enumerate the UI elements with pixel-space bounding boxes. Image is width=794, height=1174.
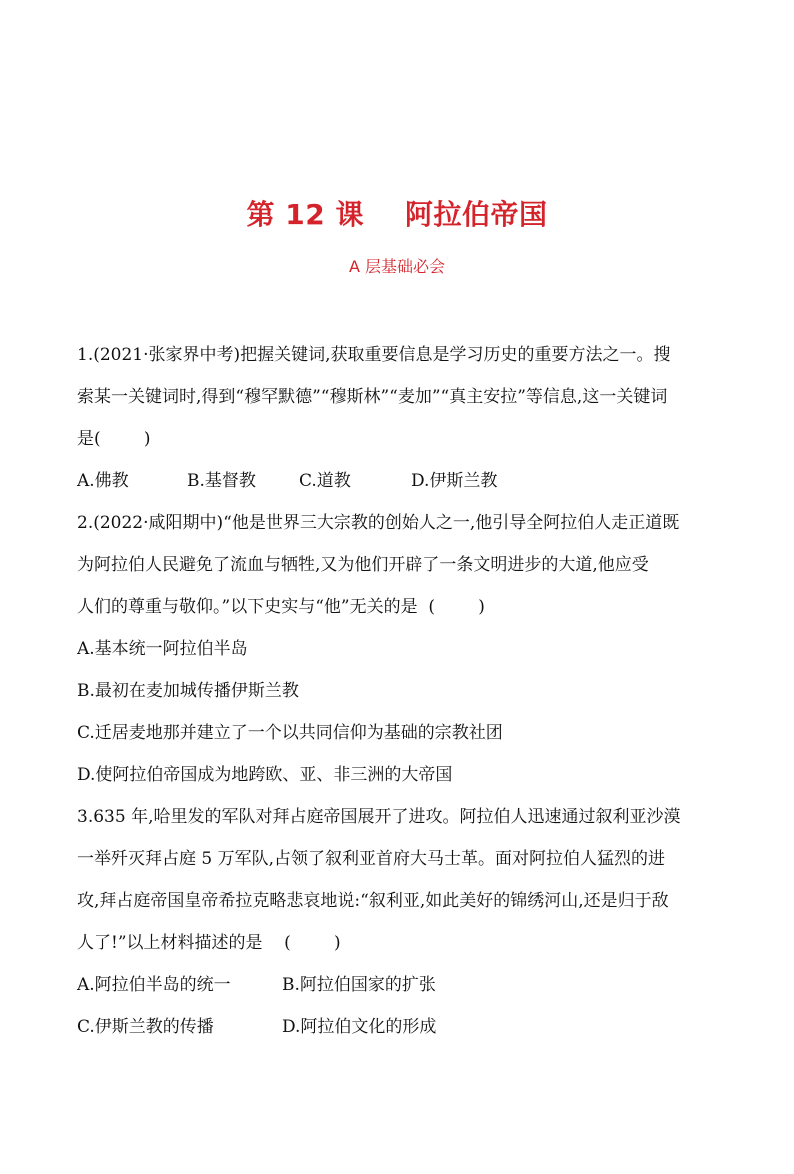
lesson-title: 第 12 课 阿拉伯帝国: [246, 198, 548, 231]
option-b: B.基督教: [187, 471, 256, 491]
option-c: C.迁居麦地那并建立了一个以共同信仰为基础的宗教社团: [77, 723, 503, 743]
option-b: B.最初在麦加城传播伊斯兰教: [77, 681, 299, 701]
options-row: [77, 460, 717, 502]
options-row: [77, 964, 717, 1006]
question-1: [77, 334, 717, 502]
option-d: D.阿拉伯文化的形成: [282, 1017, 437, 1037]
question-stem-line: 人们的尊重与敬仰。”以下史实与“他”无关的是 ( ): [77, 597, 485, 617]
option-a: A.基本统一阿拉伯半岛: [77, 639, 248, 659]
option-d: D.使阿拉伯帝国成为地跨欧、亚、非三洲的大帝国: [77, 765, 453, 785]
question-stem-line: 攻,拜占庭帝国皇帝希拉克略悲哀地说:“叙利亚,如此美好的锦绣河山,还是归于敌: [77, 891, 669, 911]
question-3: [77, 796, 717, 1048]
question-stem-line: 一举歼灭拜占庭 5 万军队,占领了叙利亚首府大马士革。面对阿拉伯人猛烈的进: [77, 849, 666, 869]
question-stem-line: 为阿拉伯人民避免了流血与牺牲,又为他们开辟了一条文明进步的大道,他应受: [77, 555, 649, 575]
question-list: [77, 334, 717, 1048]
option-a: A.佛教: [77, 471, 129, 491]
options-row: [77, 1006, 717, 1048]
question-stem-line: 人了!”以上材料描述的是 ( ): [77, 933, 341, 953]
question-stem-line: 是( ): [77, 429, 151, 449]
question-stem-line: 2.(2022·咸阳期中)“他是世界三大宗教的创始人之一,他引导全阿拉伯人走正道既: [77, 513, 680, 533]
section-subtitle: A 层基础必会: [348, 257, 446, 276]
question-2: [77, 502, 717, 796]
option-c: C.道教: [299, 471, 351, 491]
option-a: A.阿拉伯半岛的统一: [77, 975, 231, 995]
option-b: B.阿拉伯国家的扩张: [282, 975, 436, 995]
option-d: D.伊斯兰教: [411, 471, 498, 491]
question-stem-line: 索某一关键词时,得到“穆罕默德”“穆斯林”“麦加”“真主安拉”等信息,这一关键词: [77, 387, 668, 407]
option-c: C.伊斯兰教的传播: [77, 1017, 214, 1037]
question-stem-line: 3.635 年,哈里发的军队对拜占庭帝国展开了进攻。阿拉伯人迅速通过叙利亚沙漠: [77, 807, 681, 827]
question-stem-line: 1.(2021·张家界中考)把握关键词,获取重要信息是学习历史的重要方法之一。搜: [77, 345, 671, 365]
